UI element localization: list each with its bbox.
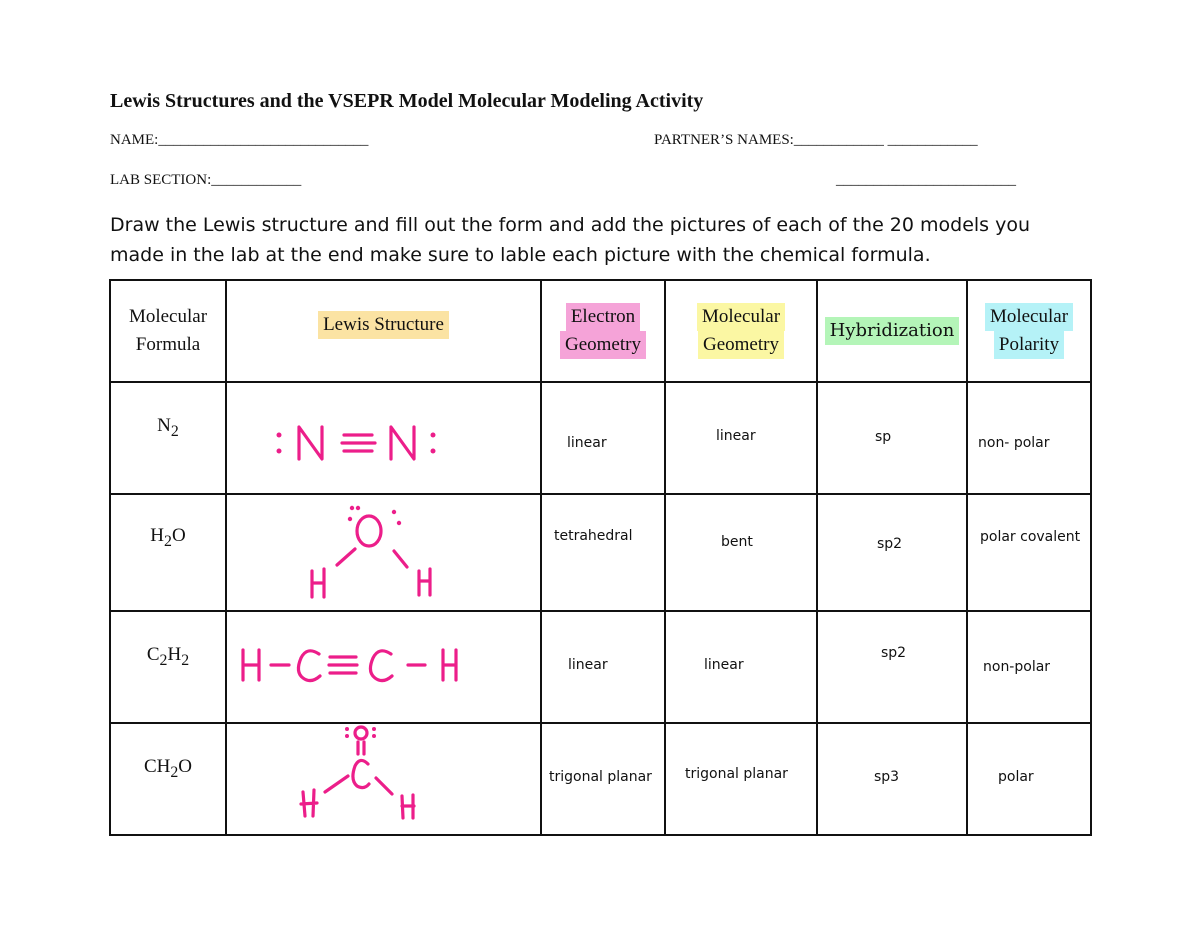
header-molecular-polarity bbox=[967, 280, 1091, 382]
formula-subscript: 2 bbox=[164, 532, 172, 550]
electron-geometry-cell bbox=[541, 723, 665, 835]
lewis-atom-o bbox=[357, 516, 381, 546]
lewis-triple-bond bbox=[329, 657, 357, 673]
header-formula-line2: Formula bbox=[135, 334, 201, 355]
header-molecular-line2: Geometry bbox=[698, 331, 784, 359]
header-hybridization bbox=[817, 280, 967, 382]
molecular-geometry-value[interactable]: linear bbox=[716, 428, 756, 444]
table-row bbox=[110, 494, 1091, 611]
header-molecular-formula bbox=[110, 280, 226, 382]
electron-geometry-cell bbox=[541, 611, 665, 723]
formula-cell bbox=[110, 382, 226, 494]
lewis-atom-h bbox=[402, 795, 414, 818]
lewis-atom-h bbox=[312, 569, 324, 597]
lewis-atom-n bbox=[391, 427, 414, 459]
electron-geometry-value[interactable]: tetrahedral bbox=[554, 528, 633, 544]
lewis-atom-h bbox=[301, 790, 317, 816]
lewis-atom-c bbox=[298, 651, 320, 681]
hybridization-value[interactable]: sp2 bbox=[881, 645, 907, 661]
polarity-value[interactable]: polar covalent bbox=[980, 529, 1081, 545]
electron-geometry-cell bbox=[541, 382, 665, 494]
name-field[interactable]: NAME:____________________________ bbox=[110, 132, 369, 148]
n2-lewis-drawing bbox=[227, 383, 542, 493]
lewis-bond bbox=[394, 551, 407, 567]
header-hybridization-label: Hybridization bbox=[825, 317, 960, 345]
lewis-structure-cell bbox=[226, 382, 541, 494]
molecular-geometry-value[interactable]: trigonal planar bbox=[685, 766, 788, 782]
header-polarity-line2: Polarity bbox=[994, 331, 1064, 359]
hybridization-cell bbox=[817, 382, 967, 494]
header-polarity-line1: Molecular bbox=[985, 303, 1073, 331]
molecular-geometry-cell bbox=[665, 382, 817, 494]
hybridization-cell bbox=[817, 611, 967, 723]
polarity-cell bbox=[967, 723, 1091, 835]
h2o-lewis-drawing bbox=[227, 495, 542, 610]
molecular-geometry-cell bbox=[665, 723, 817, 835]
polarity-cell bbox=[967, 494, 1091, 611]
table-row bbox=[110, 723, 1091, 835]
header-formula-line1: Molecular bbox=[128, 306, 208, 327]
lewis-structure-cell bbox=[226, 494, 541, 611]
molecular-geometry-value[interactable]: bent bbox=[721, 534, 753, 550]
lewis-structure-cell bbox=[226, 611, 541, 723]
hybridization-value[interactable]: sp2 bbox=[877, 536, 903, 552]
electron-geometry-value[interactable]: trigonal planar bbox=[549, 769, 652, 785]
lewis-double-bond bbox=[358, 742, 364, 754]
formula-subscript: 2 bbox=[159, 651, 168, 669]
hybridization-cell bbox=[817, 494, 967, 611]
header-lewis-structure bbox=[226, 280, 541, 382]
molecule-table bbox=[109, 279, 1092, 836]
molecular-geometry-cell bbox=[665, 611, 817, 723]
header-electron-line2: Geometry bbox=[560, 331, 646, 359]
formula-cell bbox=[110, 494, 226, 611]
header-electron-geometry bbox=[541, 280, 665, 382]
formula-text: H bbox=[167, 644, 182, 665]
hybridization-value[interactable]: sp bbox=[875, 429, 892, 445]
lewis-atom-o bbox=[355, 727, 367, 739]
table-row bbox=[110, 382, 1091, 494]
hybridization-value[interactable]: sp3 bbox=[874, 769, 900, 785]
lewis-bond bbox=[325, 776, 348, 792]
polarity-value[interactable]: polar bbox=[998, 769, 1034, 785]
polarity-cell bbox=[967, 611, 1091, 723]
table-header-row bbox=[110, 280, 1091, 382]
formula-text: H bbox=[150, 525, 165, 546]
instructions-text: Draw the Lewis structure and fill out the form and add the pictures of each of the 20 models you made in the lab at the end make sure to lable each picture with the chemical formula. bbox=[110, 214, 1031, 266]
formula-cell bbox=[110, 611, 226, 723]
formula-text: N bbox=[157, 415, 171, 436]
formula-cell bbox=[110, 723, 226, 835]
molecular-geometry-cell bbox=[665, 494, 817, 611]
lewis-atom-h bbox=[419, 569, 430, 595]
partners-names-field[interactable]: PARTNER’S NAMES:____________ ____________ bbox=[654, 132, 978, 148]
molecular-geometry-value[interactable]: linear bbox=[704, 657, 744, 673]
ch2o-lewis-drawing bbox=[227, 724, 542, 834]
polarity-value[interactable]: non- polar bbox=[978, 435, 1050, 451]
lewis-triple-bond bbox=[342, 435, 375, 451]
header-molecular-line1: Molecular bbox=[697, 303, 785, 331]
lewis-atom-c bbox=[353, 760, 369, 787]
lewis-atom-n bbox=[299, 427, 322, 459]
formula-subscript: 2 bbox=[170, 422, 179, 440]
hybridization-cell bbox=[817, 723, 967, 835]
lewis-atom-h bbox=[443, 650, 456, 680]
electron-geometry-value[interactable]: linear bbox=[568, 657, 608, 673]
lewis-atom-h bbox=[243, 650, 259, 680]
formula-subscript: 2 bbox=[181, 651, 190, 669]
formula-subscript: 2 bbox=[170, 763, 179, 781]
formula-text: C bbox=[146, 644, 160, 665]
formula-text: CH bbox=[143, 756, 171, 777]
polarity-value[interactable]: non-polar bbox=[983, 659, 1051, 675]
lewis-bond bbox=[337, 549, 355, 565]
header-molecular-geometry bbox=[665, 280, 817, 382]
electron-geometry-cell bbox=[541, 494, 665, 611]
worksheet-title: Lewis Structures and the VSEPR Model Molecular Modeling Activity bbox=[110, 90, 704, 112]
lewis-structure-cell bbox=[226, 723, 541, 835]
header-lewis-label: Lewis Structure bbox=[318, 311, 449, 339]
header-electron-line1: Electron bbox=[566, 303, 640, 331]
formula-text: O bbox=[171, 525, 186, 546]
lab-section-field[interactable]: LAB SECTION:____________ bbox=[110, 172, 302, 188]
table-row bbox=[110, 611, 1091, 723]
c2h2-lewis-drawing bbox=[227, 612, 542, 722]
lewis-atom-c bbox=[370, 651, 392, 681]
lewis-bond bbox=[376, 778, 392, 794]
polarity-cell bbox=[967, 382, 1091, 494]
electron-geometry-value[interactable]: linear bbox=[567, 435, 607, 451]
partners-names-field-2[interactable]: ________________________ bbox=[836, 172, 1016, 188]
formula-text: O bbox=[178, 756, 193, 777]
